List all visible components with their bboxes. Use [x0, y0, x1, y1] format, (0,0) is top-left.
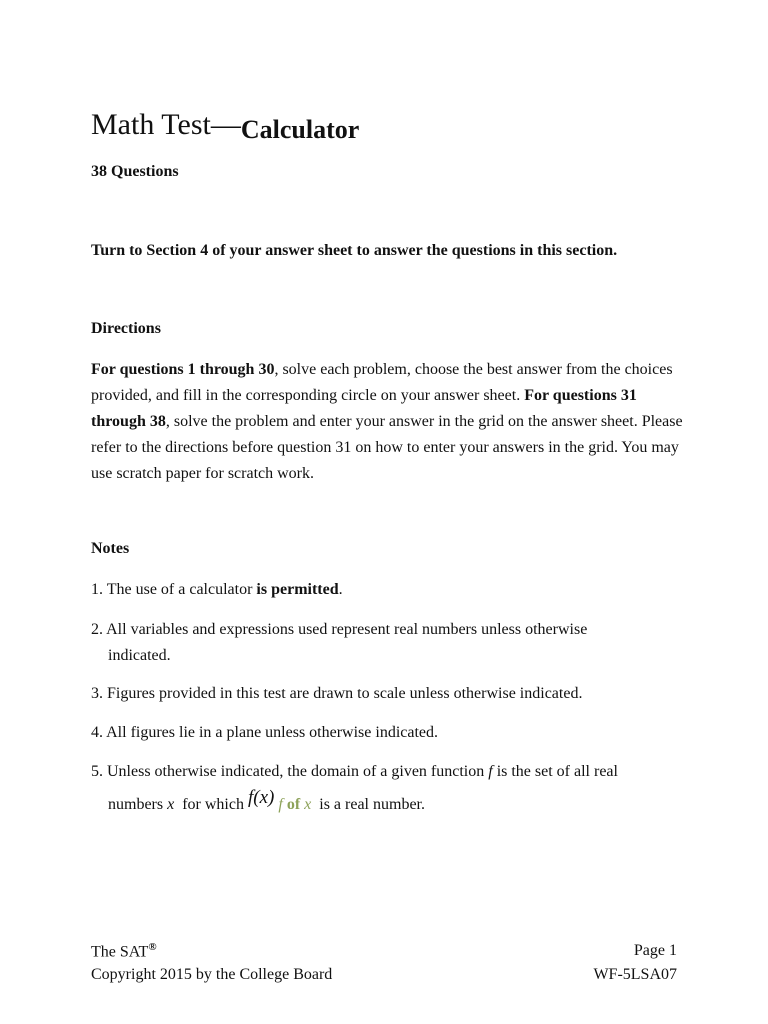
math-f: f: [488, 763, 493, 780]
question-count: 38 Questions: [91, 163, 179, 180]
title-calculator: Calculator: [240, 115, 360, 144]
directions-text-1: , solve each problem, choose the best answer from the choices provided, and fill in the corresponding circle on your answer sheet.: [91, 361, 673, 404]
directions-heading: Directions: [91, 320, 161, 337]
notes-heading: Notes: [91, 540, 130, 557]
footer-copyright: Copyright 2015 by the College Board: [91, 966, 333, 983]
note-1-period: .: [338, 581, 343, 598]
accessible-of: of: [282, 796, 305, 813]
accessible-f-of-x: [278, 796, 311, 813]
note-5-text-2: is the set of all real: [492, 763, 618, 780]
section-instruction: Turn to Section 4 of your answer sheet to answer the questions in this section.: [91, 242, 618, 259]
accessible-f: f: [278, 796, 283, 813]
registered-mark: ®: [148, 941, 157, 953]
note-1-text: 1. The use of a calculator: [91, 581, 257, 598]
note-5-text: 5. Unless otherwise indicated, the domain of a given function: [91, 763, 489, 780]
note-1-bold: is permitted: [256, 581, 339, 598]
footer-brand: [91, 941, 157, 961]
note-5-end: is a real number.: [311, 796, 425, 813]
note-2-line-1: 2. All variables and expressions used represent real numbers unless otherwise: [91, 621, 588, 638]
note-5-numbers: numbers: [108, 796, 168, 813]
note-1: [91, 577, 691, 603]
page-title: [91, 108, 359, 142]
directions-bold-2: For questions 31 through 38: [91, 387, 637, 430]
note-4: 4. All figures lie in a plane unless otherwise indicated.: [91, 724, 439, 741]
directions-paragraph: [91, 357, 691, 487]
title-math-test: Math Test—: [91, 108, 241, 141]
directions-text-2: , solve the problem and enter your answer in the grid on the answer sheet. Please refer to the directions before question 31 on how to enter your answers in the grid. You may use scratch paper for scratch work.: [91, 413, 683, 482]
directions-bold-1: For questions 1 through 30: [91, 361, 275, 378]
note-5: [91, 759, 691, 818]
math-f-of-x: f(x): [247, 787, 275, 808]
note-5-for-which: for which: [174, 796, 248, 813]
footer-brand-text: The SAT: [91, 943, 149, 961]
footer-page-number: Page 1: [633, 942, 677, 959]
note-3: 3. Figures provided in this test are drawn to scale unless otherwise indicated.: [91, 685, 583, 702]
note-2-line-2: indicated.: [108, 647, 171, 664]
math-x: x: [167, 796, 175, 813]
note-5-line-2: [91, 787, 691, 818]
accessible-x: x: [304, 796, 312, 813]
footer-form-code: WF-5LSA07: [593, 966, 677, 983]
note-2: [91, 617, 691, 669]
